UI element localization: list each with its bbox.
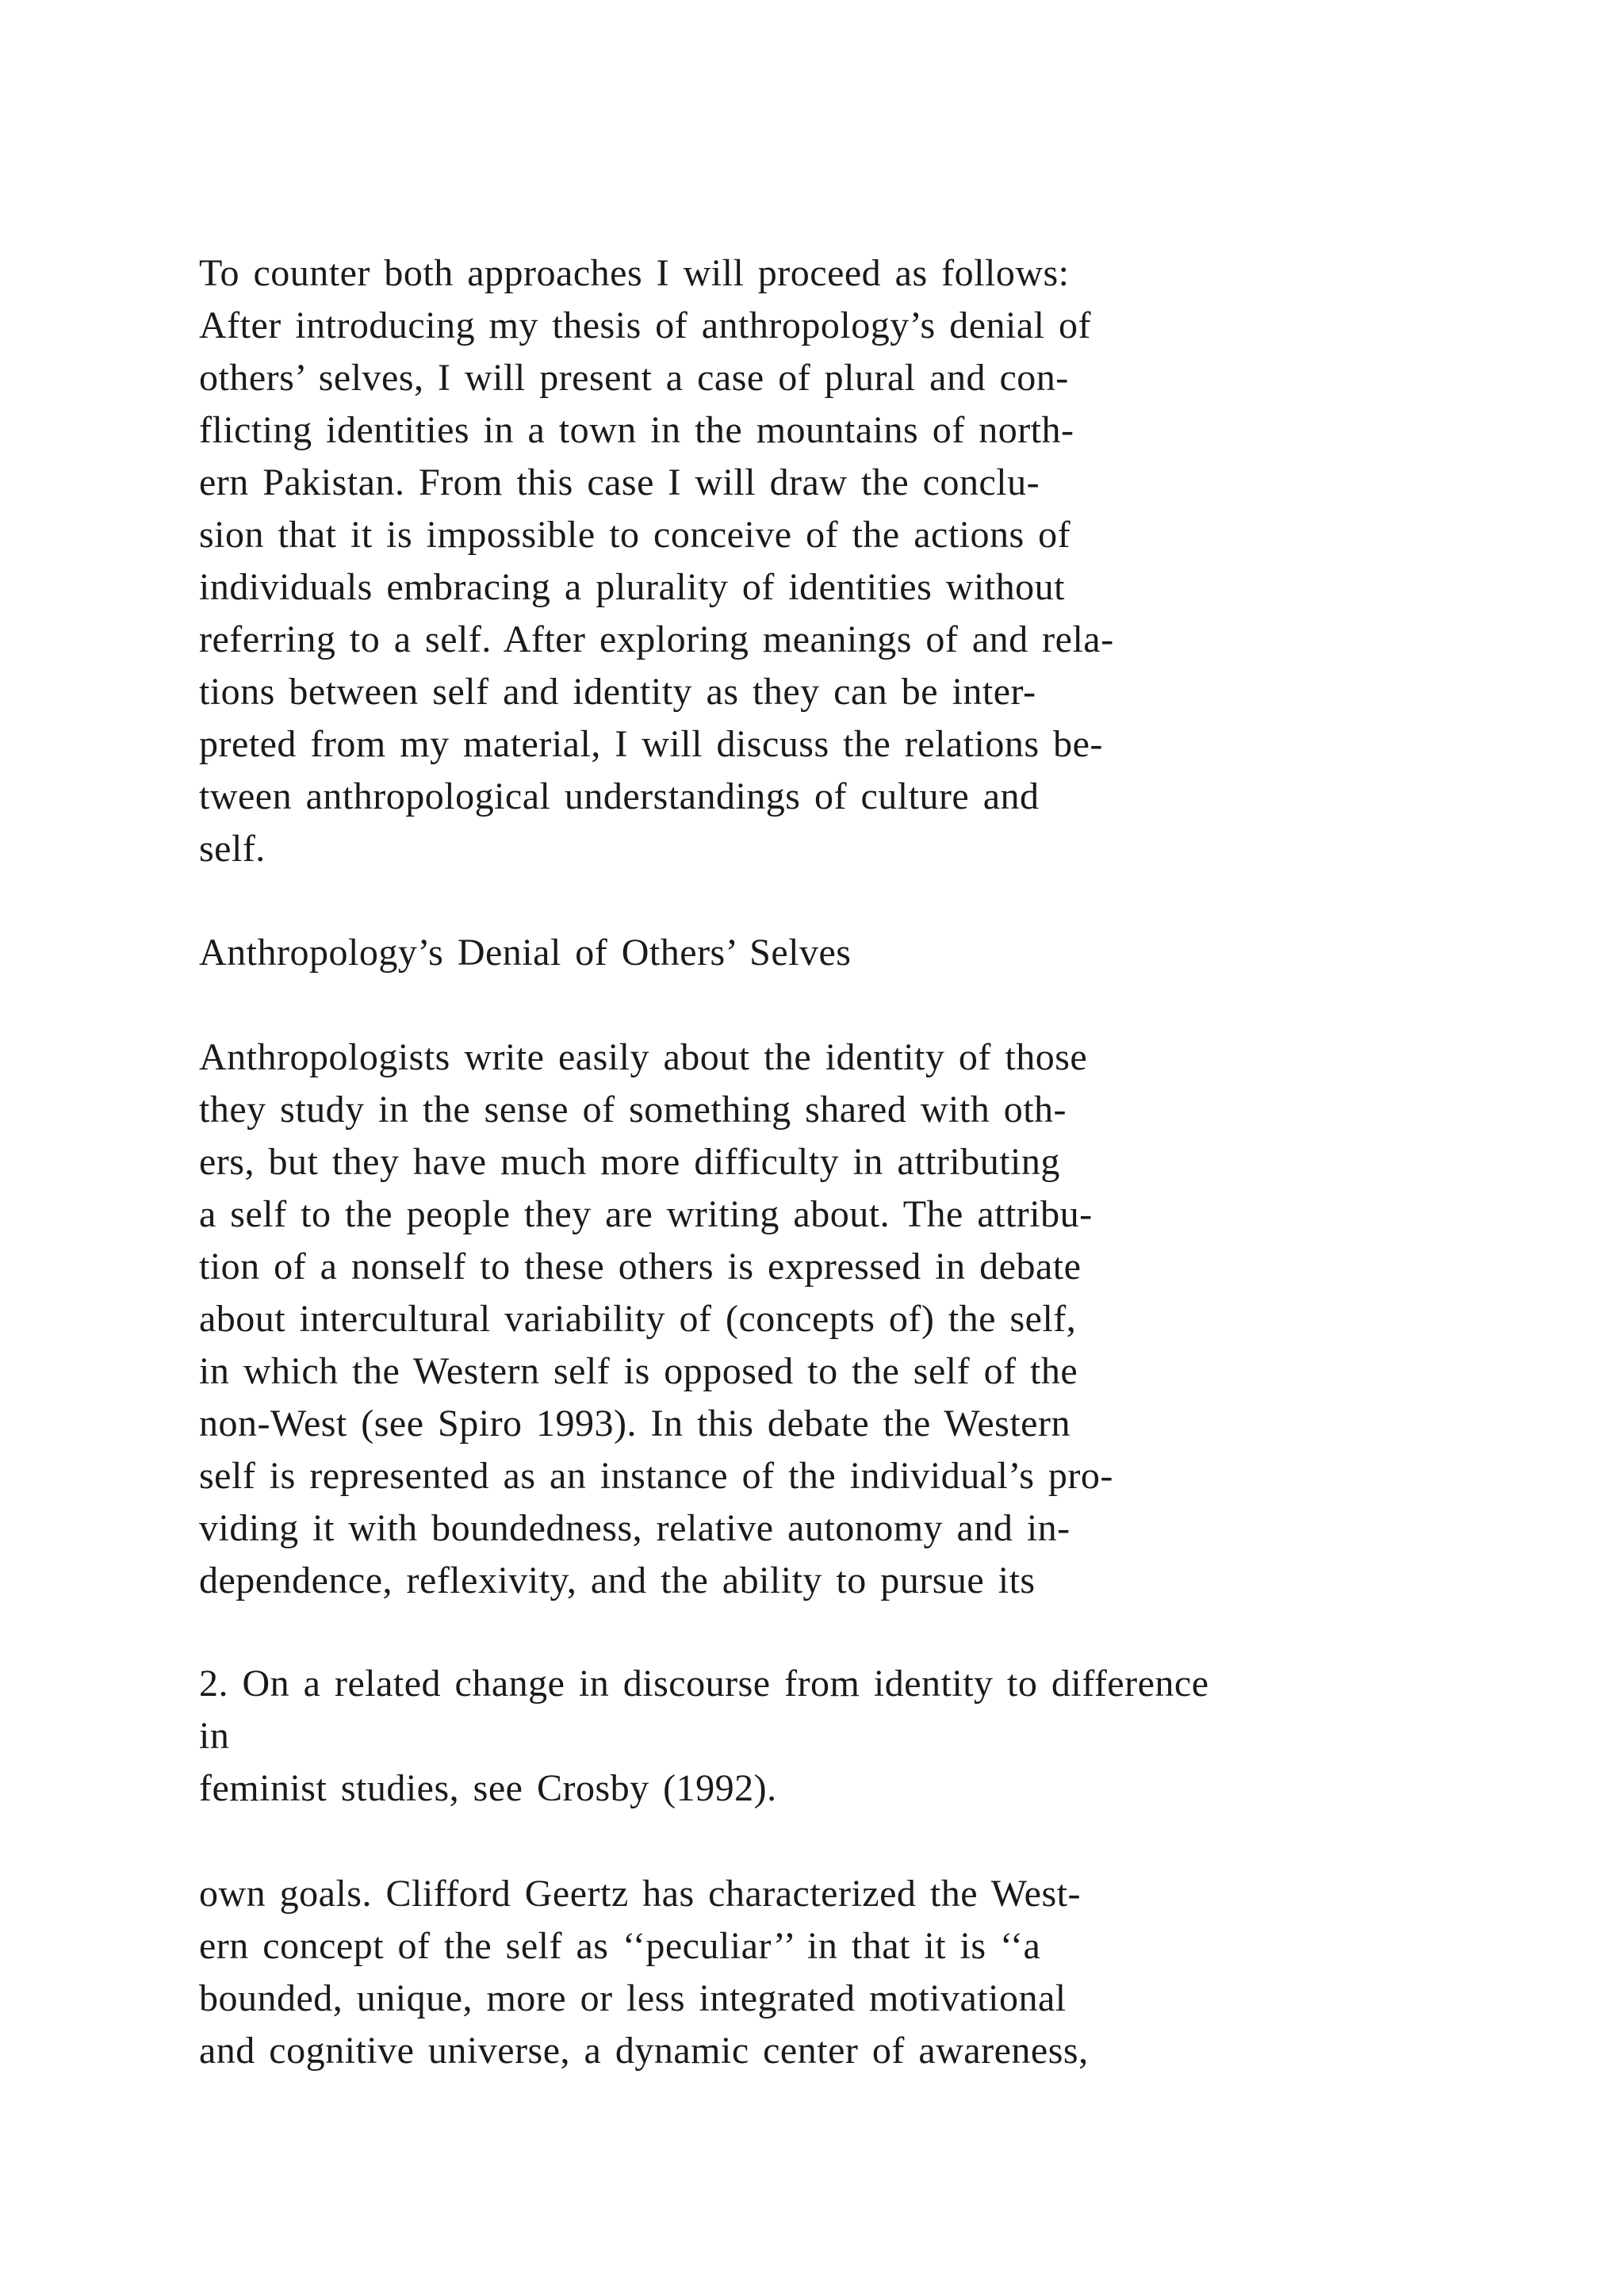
text-line: about intercultural variability of (concepts of) the self,: [199, 1298, 1077, 1340]
text-line: After introducing my thesis of anthropology’s denial of: [199, 304, 1091, 346]
footnote: [199, 1658, 1468, 1815]
paragraph-body: [199, 1031, 1468, 1607]
text-line: sion that it is impossible to conceive of the actions of: [199, 514, 1071, 556]
text-line: flicting identities in a town in the mountains of north-: [199, 409, 1074, 451]
text-line: tions between self and identity as they can be inter-: [199, 671, 1036, 713]
text-line: To counter both approaches I will proceed as follows:: [199, 252, 1070, 294]
text-line: a self to the people they are writing about. The attribu-: [199, 1193, 1093, 1235]
section-heading: [199, 927, 1468, 979]
text-line: they study in the sense of something shared with oth-: [199, 1089, 1067, 1131]
footnote-line: 2. On a related change in discourse from identity to difference: [199, 1663, 1209, 1705]
text-line: viding it with boundedness, relative autonomy and in-: [199, 1507, 1071, 1549]
text-line: individuals embracing a plurality of identities without: [199, 566, 1065, 608]
text-line: others’ selves, I will present a case of plural and con-: [199, 357, 1069, 399]
text-line: ern concept of the self as ‘‘peculiar’’ in that it is ‘‘a: [199, 1925, 1041, 1967]
text-line: in which the Western self is opposed to the self of the: [199, 1350, 1078, 1392]
text-line: preted from my material, I will discuss the relations be-: [199, 723, 1103, 765]
text-line: ern Pakistan. From this case I will draw the conclu-: [199, 461, 1040, 503]
text-line: bounded, unique, more or less integrated motivational: [199, 1977, 1067, 2019]
text-line: dependence, reflexivity, and the ability to pursue its: [199, 1559, 1036, 1601]
text-line: self is represented as an instance of the individual’s pro-: [199, 1455, 1113, 1497]
footnote-line: in: [199, 1715, 230, 1757]
text-line: Anthropologists write easily about the identity of those: [199, 1036, 1088, 1078]
footnote-line: feminist studies, see Crosby (1992).: [199, 1767, 777, 1809]
text-line: self.: [199, 828, 266, 870]
text-line: and cognitive universe, a dynamic center of awareness,: [199, 2030, 1089, 2072]
text-line: ers, but they have much more difficulty in attributing: [199, 1141, 1060, 1183]
paragraph-intro: [199, 247, 1468, 875]
text-line: own goals. Clifford Geertz has characterized the West-: [199, 1873, 1081, 1915]
section-heading-text: Anthropology’s Denial of Others’ Selves: [199, 932, 852, 974]
text-line: tion of a nonself to these others is expressed in debate: [199, 1246, 1082, 1288]
text-line: non-West (see Spiro 1993). In this debate the Western: [199, 1402, 1071, 1445]
text-line: tween anthropological understandings of culture and: [199, 775, 1040, 817]
paragraph-continued: [199, 1868, 1468, 2077]
text-line: referring to a self. After exploring meanings of and rela-: [199, 618, 1114, 660]
